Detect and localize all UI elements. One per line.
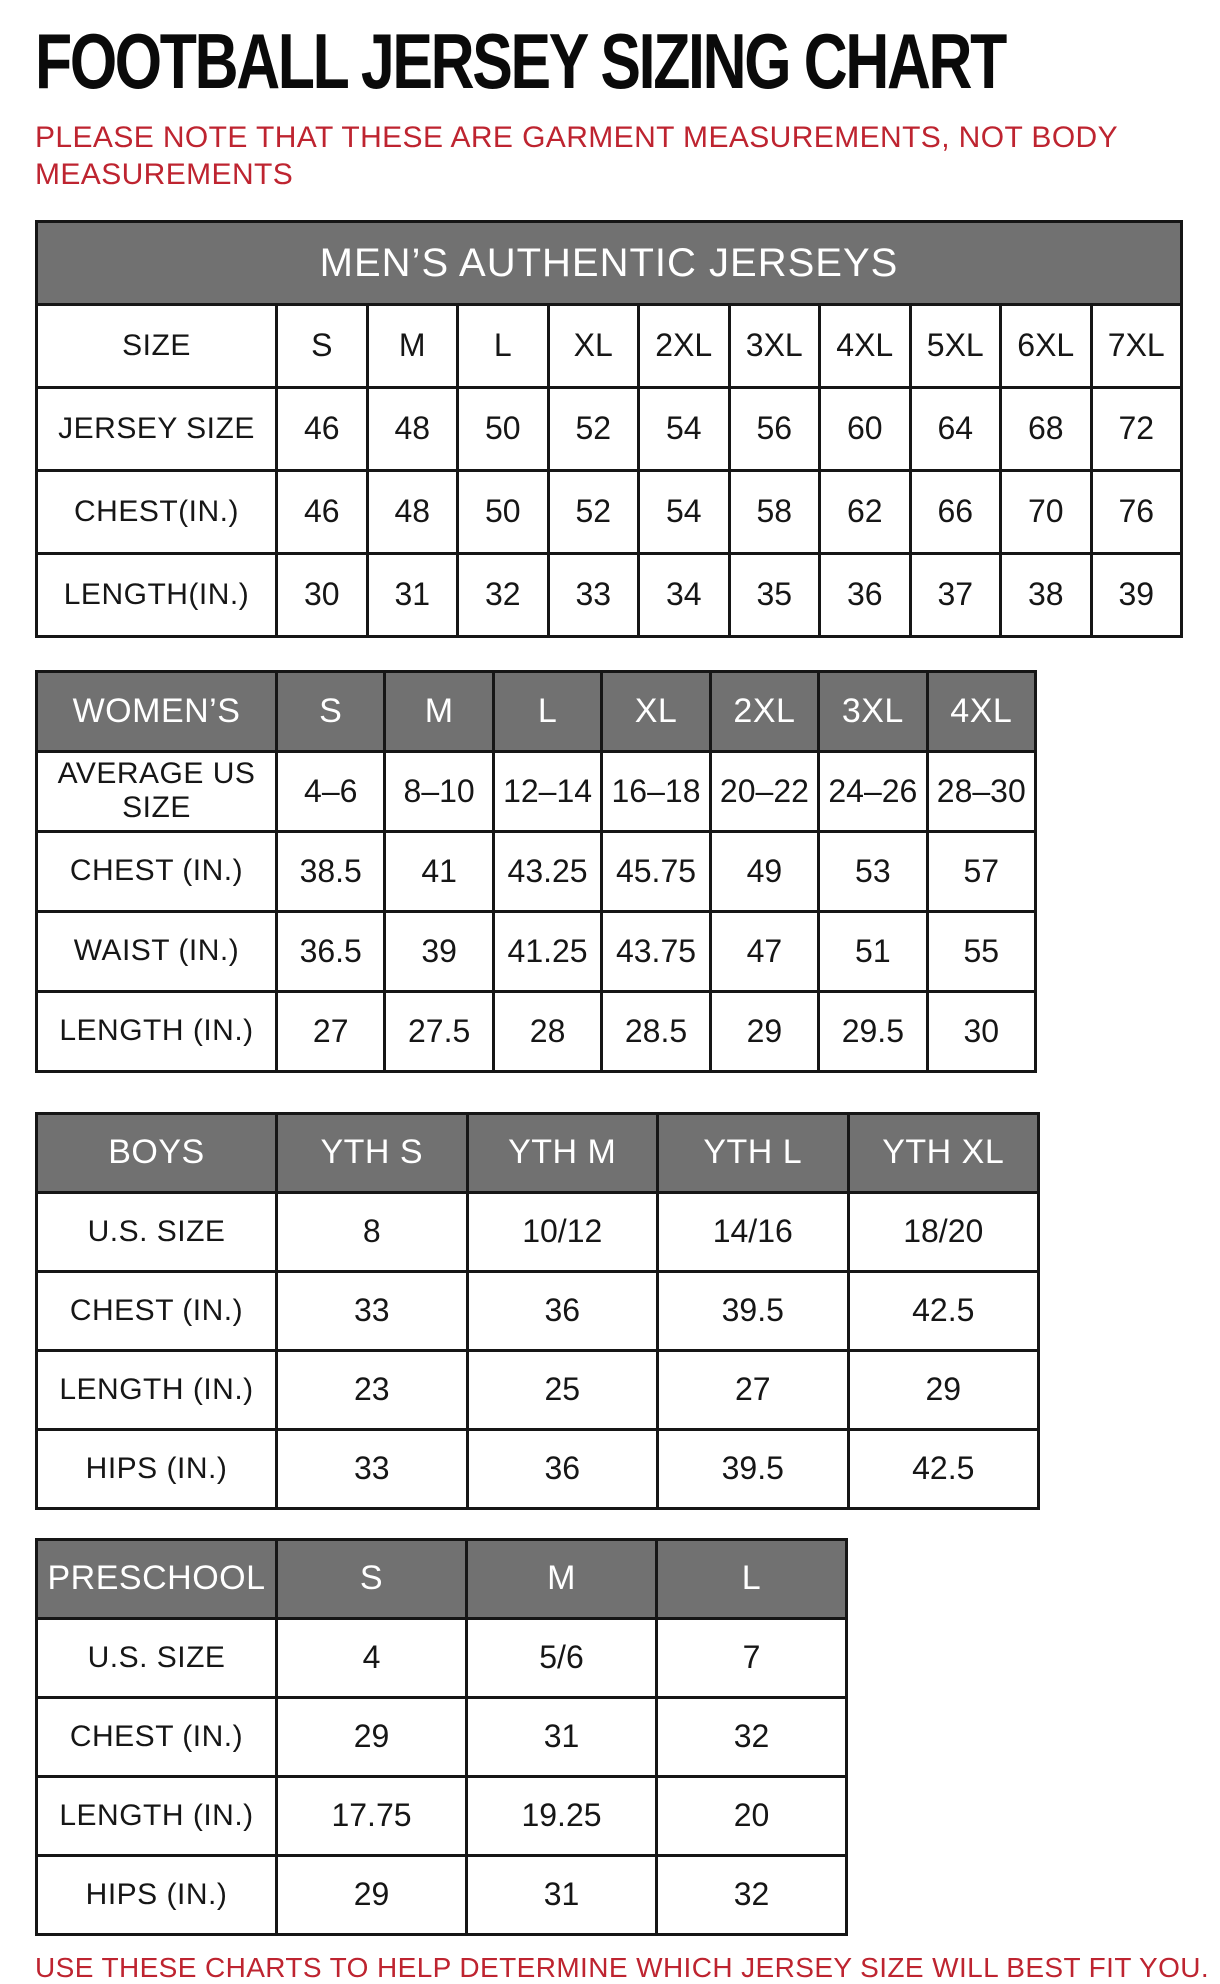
mens-value-cell: 52 [550,472,638,552]
womens-value-cell: 55 [929,913,1034,990]
womens-sizing-table [35,670,1037,1073]
boys-value-cell: 39.5 [659,1431,847,1507]
boys-row-label: HIPS (IN.) [38,1431,275,1507]
boys-value-cell: 8 [278,1194,466,1270]
boys-value-cell: 33 [278,1431,466,1507]
mens-value-cell: XL [550,306,638,386]
mens-value-cell: S [278,306,366,386]
fit-advice-note: USE THESE CHARTS TO HELP DETERMINE WHICH JERSEY SIZE WILL BEST FIT YOU. [35,1951,1210,1983]
mens-value-cell: 54 [640,472,728,552]
womens-value-cell: 20–22 [712,753,817,830]
mens-value-cell: 31 [369,555,457,635]
mens-value-cell: L [459,306,547,386]
mens-value-cell: 46 [278,472,366,552]
womens-value-cell: 28.5 [603,993,708,1070]
preschool-value-cell: 7 [658,1620,845,1696]
preschool-value-cell: 32 [658,1699,845,1775]
mens-row-label: LENGTH(IN.) [38,555,275,635]
womens-size-header-cell: M [386,673,491,750]
preschool-header-label: PRESCHOOL [38,1541,275,1617]
womens-value-cell: 57 [929,833,1034,910]
mens-value-cell: 66 [912,472,1000,552]
mens-value-cell: 48 [369,389,457,469]
mens-value-cell: 50 [459,472,547,552]
womens-value-cell: 41 [386,833,491,910]
mens-value-cell: 54 [640,389,728,469]
womens-value-cell: 27 [278,993,383,1070]
womens-value-cell: 28–30 [929,753,1034,830]
womens-value-cell: 49 [712,833,817,910]
preschool-value-cell: 4 [278,1620,465,1696]
boys-value-cell: 27 [659,1352,847,1428]
mens-value-cell: 58 [731,472,819,552]
mens-value-cell: 64 [912,389,1000,469]
boys-size-header-cell: YTH XL [850,1115,1038,1191]
mens-value-cell: 7XL [1093,306,1181,386]
boys-value-cell: 42.5 [850,1273,1038,1349]
mens-value-cell: 32 [459,555,547,635]
preschool-value-cell: 19.25 [468,1778,655,1854]
mens-value-cell: 46 [278,389,366,469]
boys-value-cell: 42.5 [850,1431,1038,1507]
womens-value-cell: 39 [386,913,491,990]
preschool-row-label: U.S. SIZE [38,1620,275,1696]
mens-value-cell: 60 [821,389,909,469]
preschool-size-header-cell: M [468,1541,655,1617]
womens-header-label: WOMEN’S [38,673,275,750]
mens-value-cell: 76 [1093,472,1181,552]
mens-value-cell: 50 [459,389,547,469]
womens-size-header-cell: XL [603,673,708,750]
preschool-value-cell: 29 [278,1699,465,1775]
preschool-value-cell: 31 [468,1699,655,1775]
preschool-size-header-cell: L [658,1541,845,1617]
mens-row-label: CHEST(IN.) [38,472,275,552]
mens-value-cell: 70 [1002,472,1090,552]
mens-value-cell: 37 [912,555,1000,635]
womens-value-cell: 43.75 [603,913,708,990]
preschool-value-cell: 29 [278,1857,465,1933]
womens-value-cell: 16–18 [603,753,708,830]
mens-value-cell: 34 [640,555,728,635]
preschool-value-cell: 17.75 [278,1778,465,1854]
womens-value-cell: 27.5 [386,993,491,1070]
preschool-size-header-cell: S [278,1541,465,1617]
womens-size-header-cell: 3XL [820,673,925,750]
mens-row-label: JERSEY SIZE [38,389,275,469]
preschool-value-cell: 5/6 [468,1620,655,1696]
womens-value-cell: 30 [929,993,1034,1070]
womens-value-cell: 4–6 [278,753,383,830]
boys-value-cell: 36 [469,1431,657,1507]
mens-value-cell: 5XL [912,306,1000,386]
preschool-row-label: LENGTH (IN.) [38,1778,275,1854]
mens-value-cell: 35 [731,555,819,635]
boys-value-cell: 10/12 [469,1194,657,1270]
mens-value-cell: 56 [731,389,819,469]
womens-row-label: CHEST (IN.) [38,833,275,910]
preschool-value-cell: 20 [658,1778,845,1854]
womens-value-cell: 29.5 [820,993,925,1070]
womens-value-cell: 41.25 [495,913,600,990]
boys-row-label: U.S. SIZE [38,1194,275,1270]
preschool-value-cell: 31 [468,1857,655,1933]
boys-value-cell: 14/16 [659,1194,847,1270]
womens-value-cell: 29 [712,993,817,1070]
womens-value-cell: 47 [712,913,817,990]
boys-value-cell: 18/20 [850,1194,1038,1270]
boys-value-cell: 29 [850,1352,1038,1428]
mens-value-cell: 72 [1093,389,1181,469]
boys-value-cell: 23 [278,1352,466,1428]
boys-header-label: BOYS [38,1115,275,1191]
womens-value-cell: 28 [495,993,600,1070]
womens-value-cell: 43.25 [495,833,600,910]
preschool-value-cell: 32 [658,1857,845,1933]
womens-value-cell: 38.5 [278,833,383,910]
mens-value-cell: 3XL [731,306,819,386]
mens-authentic-jerseys-table [35,220,1183,638]
boys-value-cell: 36 [469,1273,657,1349]
boys-size-header-cell: YTH L [659,1115,847,1191]
boys-value-cell: 39.5 [659,1273,847,1349]
page-title [35,17,1185,105]
preschool-sizing-table [35,1538,848,1936]
mens-value-cell: 33 [550,555,638,635]
mens-value-cell: 36 [821,555,909,635]
womens-row-label: WAIST (IN.) [38,913,275,990]
mens-value-cell: 6XL [1002,306,1090,386]
garment-measurement-note: PLEASE NOTE THAT THESE ARE GARMENT MEASUREMENTS, NOT BODY MEASUREMENTS [35,121,1118,191]
mens-row-label: SIZE [38,306,275,386]
womens-value-cell: 36.5 [278,913,383,990]
boys-row-label: CHEST (IN.) [38,1273,275,1349]
mens-value-cell: 2XL [640,306,728,386]
mens-value-cell: 4XL [821,306,909,386]
womens-size-header-cell: 4XL [929,673,1034,750]
boys-size-header-cell: YTH S [278,1115,466,1191]
womens-size-header-cell: 2XL [712,673,817,750]
mens-value-cell: 39 [1093,555,1181,635]
boys-value-cell: 25 [469,1352,657,1428]
mens-value-cell: 38 [1002,555,1090,635]
mens-value-cell: 62 [821,472,909,552]
womens-row-label: LENGTH (IN.) [38,993,275,1070]
preschool-row-label: HIPS (IN.) [38,1857,275,1933]
mens-banner: MEN’S AUTHENTIC JERSEYS [38,223,1180,303]
mens-value-cell: 30 [278,555,366,635]
boys-row-label: LENGTH (IN.) [38,1352,275,1428]
womens-value-cell: 24–26 [820,753,925,830]
womens-size-header-cell: S [278,673,383,750]
womens-row-label: AVERAGE US SIZE [38,753,275,830]
womens-value-cell: 8–10 [386,753,491,830]
mens-value-cell: 52 [550,389,638,469]
boys-size-header-cell: YTH M [469,1115,657,1191]
page-title-text: FOOTBALL JERSEY SIZING CHART [35,17,1005,105]
mens-value-cell: M [369,306,457,386]
womens-size-header-cell: L [495,673,600,750]
womens-value-cell: 51 [820,913,925,990]
preschool-row-label: CHEST (IN.) [38,1699,275,1775]
womens-value-cell: 53 [820,833,925,910]
mens-value-cell: 48 [369,472,457,552]
womens-value-cell: 12–14 [495,753,600,830]
womens-value-cell: 45.75 [603,833,708,910]
boys-sizing-table [35,1112,1040,1510]
boys-value-cell: 33 [278,1273,466,1349]
mens-value-cell: 68 [1002,389,1090,469]
